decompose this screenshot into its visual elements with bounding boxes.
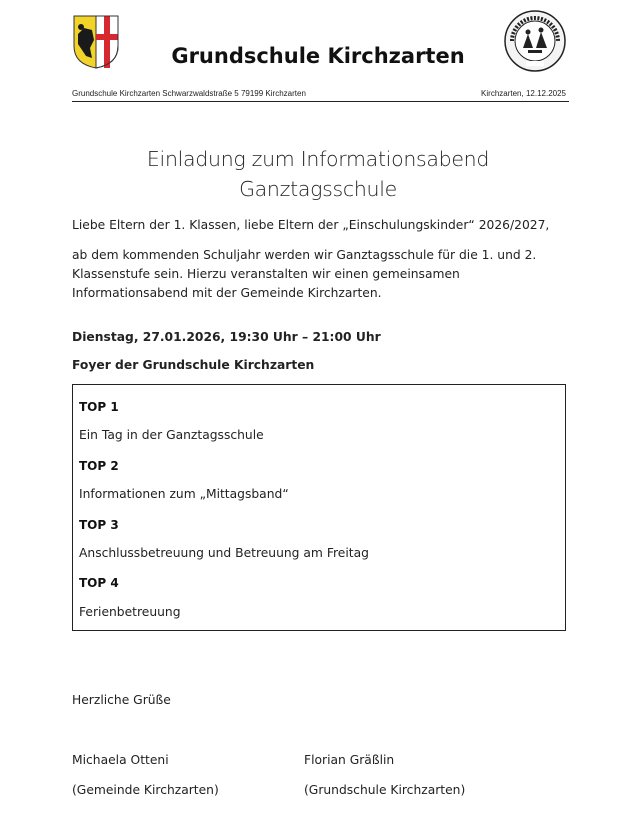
agenda-item-label: TOP 2 — [79, 459, 119, 473]
intro-paragraph: ab dem kommenden Schuljahr werden wir Ganztagsschule für die 1. und 2. Klassenstufe sein. Hierzu veranstalten wir einen gemeinsamen Informationsabend mit der Gemeinde Kirchzarten. — [72, 248, 537, 300]
school-title: Grundschule Kirchzarten — [171, 44, 465, 68]
agenda-item-text: Ein Tag in der Ganztagsschule — [79, 428, 264, 442]
signer-1-organization: (Gemeinde Kirchzarten) — [72, 783, 219, 797]
closing-greeting: Herzliche Grüße — [72, 693, 171, 707]
sender-address: Grundschule Kirchzarten Schwarzwaldstraße 5 79199 Kirchzarten — [72, 89, 306, 98]
salutation: Liebe Eltern der 1. Klassen, liebe Eltern der „Einschulungskinder“ 2026/2027, — [72, 218, 550, 232]
agenda-item-label: TOP 4 — [79, 576, 119, 590]
signer-2-name: Florian Gräßlin — [304, 753, 395, 767]
agenda-item-label: TOP 3 — [79, 518, 119, 532]
agenda-item-text: Informationen zum „Mittagsband“ — [79, 487, 289, 501]
signer-2-organization: (Grundschule Kirchzarten) — [304, 783, 466, 797]
agenda-item-text: Ferienbetreuung — [79, 605, 181, 619]
agenda-item-label: TOP 1 — [79, 400, 119, 414]
heading-line-2: Ganztagsschule — [239, 177, 397, 201]
agenda-box — [72, 384, 566, 631]
signer-1-name: Michaela Otteni — [72, 753, 169, 767]
document-heading — [0, 144, 636, 204]
header-divider — [72, 101, 569, 102]
place-date: Kirchzarten, 12.12.2025 — [481, 89, 566, 98]
agenda-item-text: Anschlussbetreuung und Betreuung am Freitag — [79, 546, 369, 560]
event-date-time: Dienstag, 27.01.2026, 19:30 Uhr – 21:00 Uhr — [72, 330, 381, 344]
event-location: Foyer der Grundschule Kirchzarten — [72, 358, 315, 372]
heading-line-1: Einladung zum Informationsabend — [146, 147, 490, 171]
